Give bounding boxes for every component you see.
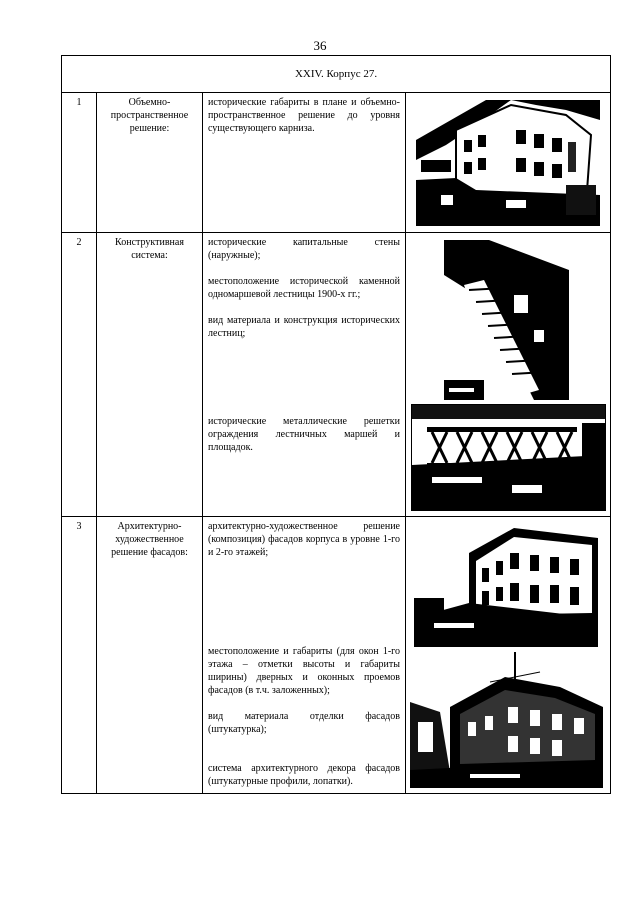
description-paragraph: исторические габариты в плане и объемно-пространственное решение до уровня существующего карниза.: [208, 97, 400, 134]
row-element-name: Объемно-пространственное решение:: [97, 93, 203, 233]
table-row: [62, 517, 611, 794]
railing-photo: [411, 404, 606, 511]
table-row: [62, 93, 611, 233]
row-element-name: Архитектурно-художественное решение фасадов:: [97, 517, 203, 794]
table-row: [62, 233, 611, 517]
row-description: [203, 233, 406, 517]
row-element-name: Конструктивная система:: [97, 233, 203, 517]
description-paragraph: вид материала отделки фасадов (штукатурка);: [208, 711, 400, 735]
protection-subject-table: [61, 55, 611, 794]
row-description: [203, 517, 406, 794]
staircase-photo: [444, 240, 569, 400]
row-number: 3: [62, 517, 97, 794]
description-paragraph: исторические металлические решетки ограждения лестничных маршей и площадок.: [208, 416, 400, 453]
building-photo: [416, 100, 600, 226]
row-number: 2: [62, 233, 97, 517]
row-photos: [406, 233, 611, 517]
description-paragraph: архитектурно-художественное решение (композиция) фасадов корпуса в уровне 1-го и 2-го этажей;: [208, 521, 400, 558]
row-photos: [406, 517, 611, 794]
table-title: XXIV. Корпус 27.: [62, 56, 611, 93]
description-paragraph: система архитектурного декора фасадов (штукатурные профили, лопатки).: [208, 763, 400, 787]
row-number: 1: [62, 93, 97, 233]
row-description: [203, 93, 406, 233]
building-exterior-photo: [410, 652, 603, 788]
description-paragraph: вид материала и конструкция исторических лестниц;: [208, 315, 400, 339]
description-paragraph: местоположение исторической каменной одномаршевой лестницы 1900-х гг.;: [208, 276, 400, 300]
table-title-row: [62, 56, 611, 93]
facade-photo: [414, 523, 598, 647]
description-paragraph: исторические капитальные стены (наружные);: [208, 237, 400, 261]
description-paragraph: местоположение и габариты (для окон 1-го этажа – отметки высоты и габариты ширины) дверных и оконных проемов фасадов (в т.ч. заложенных);: [208, 646, 400, 696]
row-photos: [406, 93, 611, 233]
page-number: 36: [313, 38, 327, 53]
